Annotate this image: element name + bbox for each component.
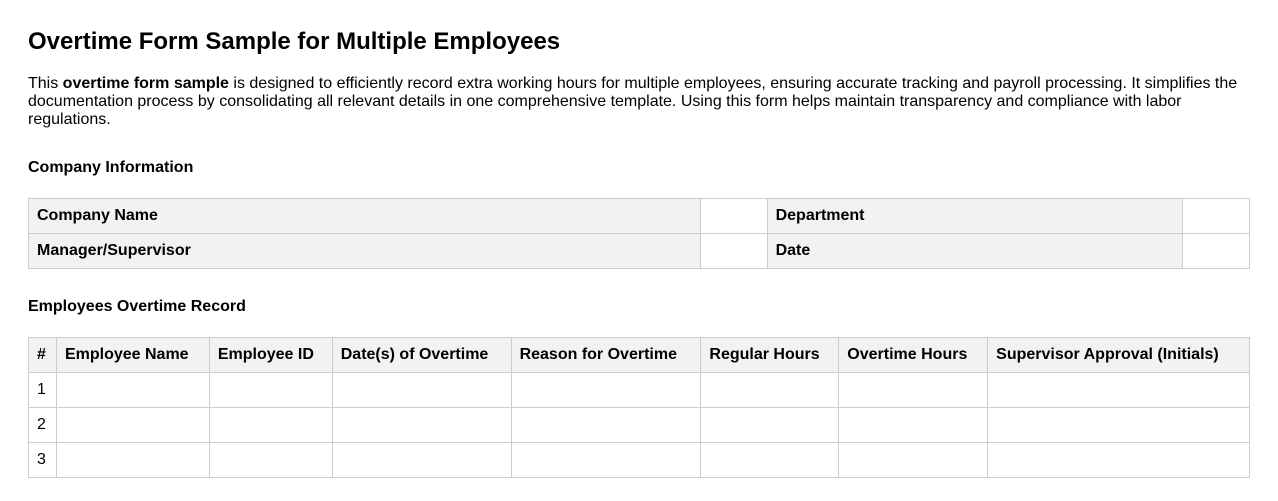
page-title: Overtime Form Sample for Multiple Employees: [28, 28, 561, 55]
intro-prefix: This: [28, 75, 63, 92]
employee-id-cell[interactable]: [209, 443, 332, 478]
overtime-record-heading: Employees Overtime Record: [28, 298, 246, 315]
manager-supervisor-field[interactable]: [700, 234, 767, 269]
column-header-reason: Reason for Overtime: [511, 338, 701, 373]
reason-cell[interactable]: [511, 373, 701, 408]
employee-id-cell[interactable]: [209, 408, 332, 443]
regular-hours-cell[interactable]: [701, 443, 839, 478]
approval-cell[interactable]: [988, 443, 1250, 478]
overtime-record-table: [28, 337, 1250, 478]
column-header-supervisor-approval: Supervisor Approval (Initials): [988, 338, 1250, 373]
table-row: [29, 373, 1250, 408]
intro-paragraph: [28, 75, 1250, 129]
company-info-heading: Company Information: [28, 159, 194, 176]
employee-id-cell[interactable]: [209, 373, 332, 408]
company-name-label: Company Name: [29, 199, 701, 234]
manager-supervisor-label: Manager/Supervisor: [29, 234, 701, 269]
reason-cell[interactable]: [511, 408, 701, 443]
row-number: 2: [29, 408, 57, 443]
row-number: 3: [29, 443, 57, 478]
column-header-employee-id: Employee ID: [209, 338, 332, 373]
dates-cell[interactable]: [332, 373, 511, 408]
date-field[interactable]: [1182, 234, 1249, 269]
overtime-hours-cell[interactable]: [839, 373, 988, 408]
dates-cell[interactable]: [332, 408, 511, 443]
date-label: Date: [767, 234, 1182, 269]
regular-hours-cell[interactable]: [701, 408, 839, 443]
column-header-overtime-hours: Overtime Hours: [839, 338, 988, 373]
employee-name-cell[interactable]: [56, 408, 209, 443]
column-header-regular-hours: Regular Hours: [701, 338, 839, 373]
employee-name-cell[interactable]: [56, 443, 209, 478]
company-info-row: [29, 199, 1250, 234]
regular-hours-cell[interactable]: [701, 373, 839, 408]
row-number: 1: [29, 373, 57, 408]
table-row: [29, 408, 1250, 443]
company-name-field[interactable]: [700, 199, 767, 234]
overtime-hours-cell[interactable]: [839, 443, 988, 478]
reason-cell[interactable]: [511, 443, 701, 478]
column-header-number: #: [29, 338, 57, 373]
overtime-hours-cell[interactable]: [839, 408, 988, 443]
department-label: Department: [767, 199, 1182, 234]
department-field[interactable]: [1182, 199, 1249, 234]
employee-name-cell[interactable]: [56, 373, 209, 408]
approval-cell[interactable]: [988, 373, 1250, 408]
table-header-row: [29, 338, 1250, 373]
intro-bold-phrase: overtime form sample: [62, 75, 229, 92]
column-header-employee-name: Employee Name: [56, 338, 209, 373]
column-header-dates: Date(s) of Overtime: [332, 338, 511, 373]
table-row: [29, 443, 1250, 478]
dates-cell[interactable]: [332, 443, 511, 478]
company-info-table: [28, 198, 1250, 269]
intro-suffix: is designed to efficiently record extra working hours for multiple employees, ensuring accurate tracking and payroll processing. It simplifies the documentation process by consolidating all relevant details in one comprehensive template. Using this form helps maintain transparency and compliance with labor regulations.: [28, 75, 1238, 128]
approval-cell[interactable]: [988, 408, 1250, 443]
company-info-row: [29, 234, 1250, 269]
